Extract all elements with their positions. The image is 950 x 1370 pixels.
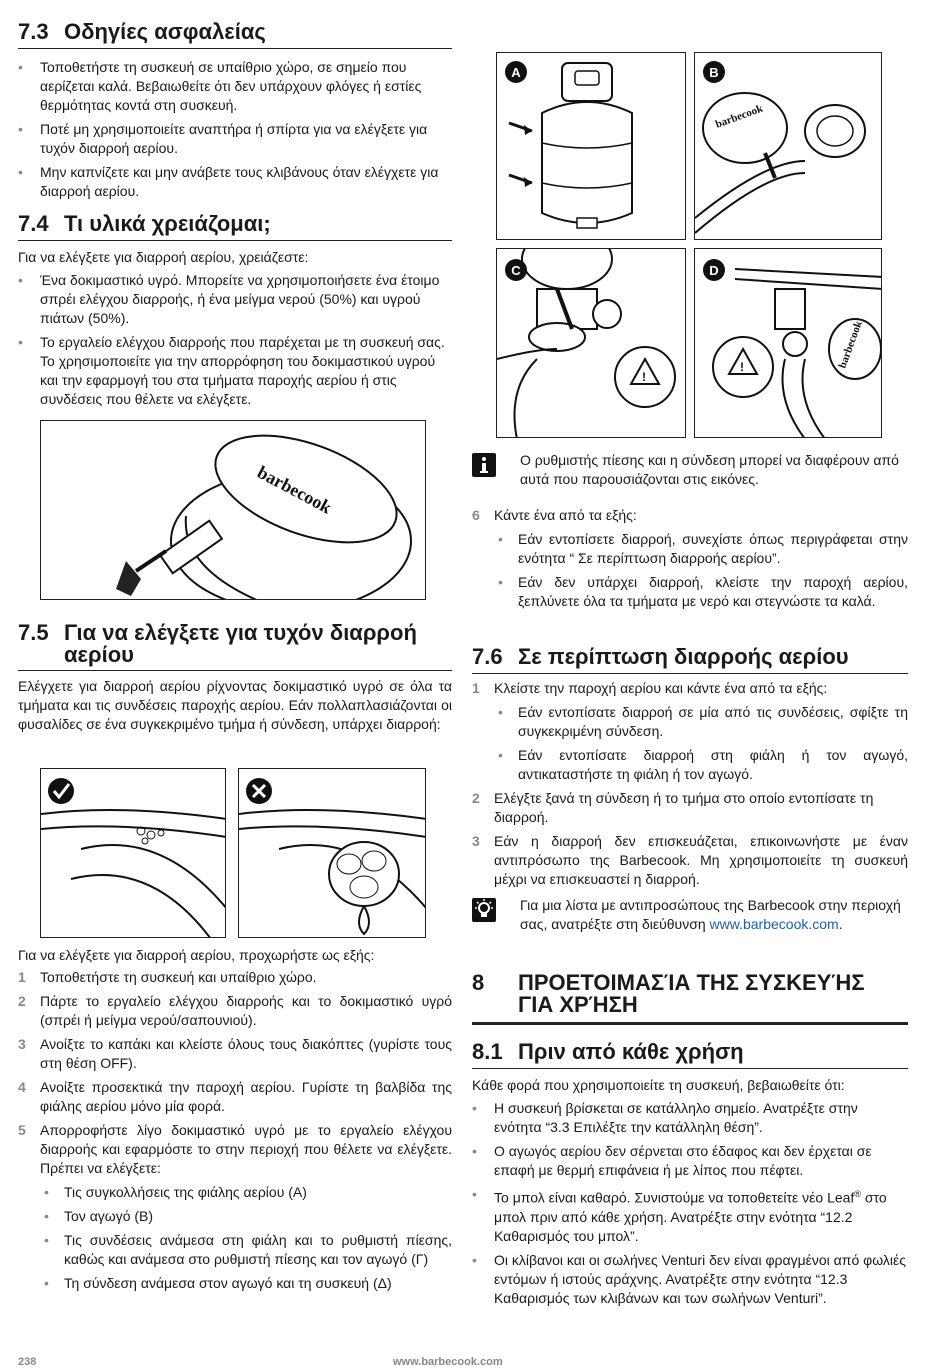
no-leak-drawing xyxy=(41,769,226,938)
lightbulb-icon xyxy=(472,898,496,922)
figure-a-cylinder-welds xyxy=(496,52,686,240)
section-7-3-heading: 7.3 Οδηγίες ασφαλείας xyxy=(18,20,452,49)
leak-drawing xyxy=(239,769,426,938)
step-item: 3 Εάν η διαρροή δεν επισκευάζεται, επικοινωνήστε με έναν αντιπρόσωπο της Barbecook. Μη χρησιμοποιείτε τη συσκευή μέχρι να επισκευαστεί η διαρροή. xyxy=(472,833,908,887)
step-6-list xyxy=(472,506,908,616)
gas-leak-steps xyxy=(472,679,908,894)
svg-text:barbecook: barbecook xyxy=(836,319,865,371)
figure-label-b: B xyxy=(703,61,725,83)
before-use-intro: Κάθε φορά που χρησιμοποιείτε τη συσκευή, βεβαιωθείτε ότι: xyxy=(472,1077,845,1093)
regulator-check-drawing xyxy=(497,249,686,438)
section-8-1-heading: 8.1 Πριν από κάθε χρήση xyxy=(472,1040,908,1069)
step-item: 5 Απορροφήστε λίγο δοκιμαστικό υγρό με το εργαλείο ελέγχου διαρροής και εφαρμόστε το στην περιοχή που θέλετε να ελέγξετε. Πρέπει να ελέγξετε: • Τις συγκολλήσεις της φιάλης αερίου (Α) • Τον αγωγό (Β) • Τις συνδέσεις ανάμεσα στη φιάλη και το ρυθμιστή πίεσης, καθώς και ανάμεσα στο ρυθμιστή πίεσης και τον αγωγό (Γ) • Τη σύνδεση ανάμεσα στον αγωγό και τη συσκευή (Δ) xyxy=(18,1121,452,1293)
svg-text:barbecook: barbecook xyxy=(713,102,765,131)
appliance-connection-drawing xyxy=(695,249,882,438)
list-item: • Η συσκευή βρίσκεται σε κατάλληλο σημείο. Ανατρέξτε στην ενότητα “3.3 Επιλέξτε την κατάλληλη θέση”. xyxy=(472,1099,908,1137)
section-8-heading: 8 ΠΡΟΕΤΟΙΜΑΣΊΑ ΤΗΣ ΣΥΣΚΕΥΉΣ ΓΙΑ ΧΡΉΣΗ xyxy=(472,972,908,1025)
info-note xyxy=(472,451,908,489)
hose-check-drawing xyxy=(695,53,882,240)
before-use-checklist xyxy=(472,1099,908,1313)
page-number: 238 xyxy=(18,1356,37,1368)
figure-d-appliance-connection xyxy=(694,248,882,438)
list-item: • Μην καπνίζετε και μην ανάβετε τους κλιβάνους όταν ελέγχετε για διαρροή αερίου. xyxy=(18,163,452,201)
figure-label-d: D xyxy=(703,259,725,281)
list-item: • Τοποθετήστε τη συσκευή σε υπαίθριο χώρο, σε σημείο που αερίζεται καλά. Βεβαιωθείτε ότι δεν υπάρχουν φλόγες ή εστίες θερμότητας κοντά στη συσκευή. xyxy=(18,58,452,115)
list-item: • Τις συγκολλήσεις της φιάλης αερίου (Α) xyxy=(40,1183,452,1202)
list-item: • Ένα δοκιμαστικό υγρό. Μπορείτε να χρησιμοποιήσετε ένα έτοιμο σπρέι ελέγχου διαρροής, ή ένα μείγμα νερού (50%) και υγρού πιάτων (50%). xyxy=(18,271,452,328)
list-item: • Τον αγωγό (Β) xyxy=(40,1207,452,1226)
check-items-list xyxy=(40,1183,452,1293)
step-item: 3 Ανοίξτε το καπάκι και κλείστε όλους τους διακόπτες (γυρίστε τους στη θέση OFF). xyxy=(18,1036,452,1071)
leak-check-intro: Ελέγχετε για διαρροή αερίου ρίχνοντας δοκιμαστικό υγρό σε όλα τα τμήματα και τις συνδέσεις παροχής αερίου. Εάν πολλαπλασιάζονται οι φυσαλίδες σε ένα συγκεκριμένο τμήμα ή σύνδεση, υπάρχει διαρροή: xyxy=(18,678,452,732)
step-item: 4 Ανοίξτε προσεκτικά την παροχή αερίου. Γυρίστε τη βαλβίδα της φιάλης αερίου μόνο μία φορά. xyxy=(18,1079,452,1114)
no-leak-illustration xyxy=(40,768,226,938)
list-item: • Εάν εντοπίσατε διαρροή σε μία από τις συνδέσεις, σφίξτε τη συγκεκριμένη σύνδεση. xyxy=(494,703,908,741)
section-7-6-heading: 7.6 Σε περίπτωση διαρροής αερίου xyxy=(472,645,908,674)
list-item: • Ο αγωγός αερίου δεν σέρνεται στο έδαφος και δεν έρχεται σε επαφή με θερμή επιφάνεια ή με λίπος που πέφτει. xyxy=(472,1142,908,1180)
step-item: 2 Ελέγξτε ξανά τη σύνδεση ή το τμήμα στο οποίο εντοπίσατε τη διαρροή. xyxy=(472,790,874,825)
figure-label-a: A xyxy=(505,61,527,83)
safety-list xyxy=(18,58,452,206)
materials-list xyxy=(18,271,452,414)
section-7-5-heading: 7.5 Για να ελέγξετε για τυχόν διαρροή αερίου xyxy=(18,622,452,671)
gas-cylinder-drawing xyxy=(497,53,686,240)
step-item: 1 Κλείστε την παροχή αερίου και κάντε ένα από τα εξής: • Εάν εντοπίσατε διαρροή σε μία από τις συνδέσεις, σφίξτε τη συγκεκριμένη σύνδεση. • Εάν εντοπίσατε διαρροή στη φιάλη ή τον αγωγό, αντικαταστήστε τη φιάλη ή τον αγωγό. xyxy=(472,679,908,784)
info-icon xyxy=(472,453,496,477)
step-6-options xyxy=(494,530,908,611)
list-item: • Το εργαλείο ελέγχου διαρροής που παρέχεται με τη συσκευή σας. Το χρησιμοποιείτε για την απορρόφηση του δοκιμαστικού υγρού και την εφαρμογή του στα τμήματα παροχής αερίου ή στις συνδέσεις που θέλετε να ελέγξετε. xyxy=(18,333,452,409)
list-item: • Τις συνδέσεις ανάμεσα στη φιάλη και το ρυθμιστή πίεσης, καθώς και ανάμεσα στο ρυθμιστή πίεσης και τον αγωγό (Γ) xyxy=(40,1231,452,1269)
step-1-options xyxy=(494,703,908,784)
leak-check-steps xyxy=(18,968,452,1298)
list-item: • Εάν εντοπίσετε διαρροή, συνεχίστε όπως περιγράφεται στην ενότητα “ Σε περίπτωση διαρροής αερίου”. xyxy=(494,530,908,568)
list-item: • Εάν δεν υπάρχει διαρροή, κλείστε την παροχή αερίου, ξεπλύνετε όλα τα τμήματα με νερό και στεγνώστε τα καλά. xyxy=(494,573,908,611)
svg-text:!: ! xyxy=(740,360,744,374)
step-item: 1 Τοποθετήστε τη συσκευή και υπαίθριο χώρο. xyxy=(18,969,317,985)
list-item: • Τη σύνδεση ανάμεσα στον αγωγό και τη συσκευή (Δ) xyxy=(40,1274,452,1293)
list-item: • Εάν εντοπίσατε διαρροή στη φιάλη ή τον αγωγό, αντικαταστήστε τη φιάλη ή τον αγωγό. xyxy=(494,746,908,784)
materials-intro: Για να ελέγξετε για διαρροή αερίου, χρειάζεστε: xyxy=(18,249,309,265)
brand-logo-text: barbecook xyxy=(254,461,336,518)
leak-tool-illustration xyxy=(40,420,426,600)
barbecook-website-link[interactable]: www.barbecook.com xyxy=(709,916,839,932)
figure-label-c: C xyxy=(505,259,527,281)
footer-url: www.barbecook.com xyxy=(393,1356,503,1368)
list-item: • Οι κλίβανοι και οι σωλήνες Venturi δεν είναι φραγμένοι από φωλιές εντόμων ή ιστούς αράχνης. Ανατρέξτε στην ενότητα “12.3 Καθαρισμός των κλιβάνων και των σωλήνων Venturi”. xyxy=(472,1251,908,1308)
list-item: • Το μπολ είναι καθαρό. Συνιστούμε να τοποθετείτε νέο Leaf® στο μπολ πριν από κάθε χρήση. Ανατρέξτε στην ενότητα “12.2 Καθαρισμός του μπολ”. xyxy=(472,1185,908,1246)
leak-tool-drawing xyxy=(41,421,426,600)
step-item: 6 Κάντε ένα από τα εξής: • Εάν εντοπίσετε διαρροή, συνεχίστε όπως περιγράφεται στην ενότητα “ Σε περίπτωση διαρροής αερίου”. • Εάν δεν υπάρχει διαρροή, κλείστε την παροχή αερίου, ξεπλύνετε όλα τα τμήματα με νερό και στεγνώστε τα καλά. xyxy=(472,506,908,611)
tip-note xyxy=(472,896,908,934)
list-item: • Ποτέ μη χρησιμοποιείτε αναπτήρα ή σπίρτα για να ελέγξετε για τυχόν διαρροή αερίου. xyxy=(18,120,452,158)
brush-bristles xyxy=(116,561,141,596)
figure-b-hose xyxy=(694,52,882,240)
info-note-text: Ο ρυθμιστής πίεσης και η σύνδεση μπορεί να διαφέρουν από αυτά που παρουσιάζονται στις εικόνες. xyxy=(520,452,899,487)
section-7-4-heading: 7.4 Τι υλικά χρειάζομαι; xyxy=(18,212,452,241)
figure-c-regulator xyxy=(496,248,686,438)
steps-intro: Για να ελέγξετε για διαρροή αερίου, προχωρήστε ως εξής: xyxy=(18,947,375,963)
svg-text:!: ! xyxy=(642,370,646,384)
leak-illustration xyxy=(238,768,426,938)
step-item: 2 Πάρτε το εργαλείο ελέγχου διαρροής και το δοκιμαστικό υγρό (σπρέι ή μείγμα νερού/σαπουνιού). xyxy=(18,993,452,1028)
tip-note-text: Για μια λίστα με αντιπροσώπους της Barbecook στην περιοχή σας, ανατρέξτε στη διεύθυνση www.barbecook.com. xyxy=(520,897,901,932)
